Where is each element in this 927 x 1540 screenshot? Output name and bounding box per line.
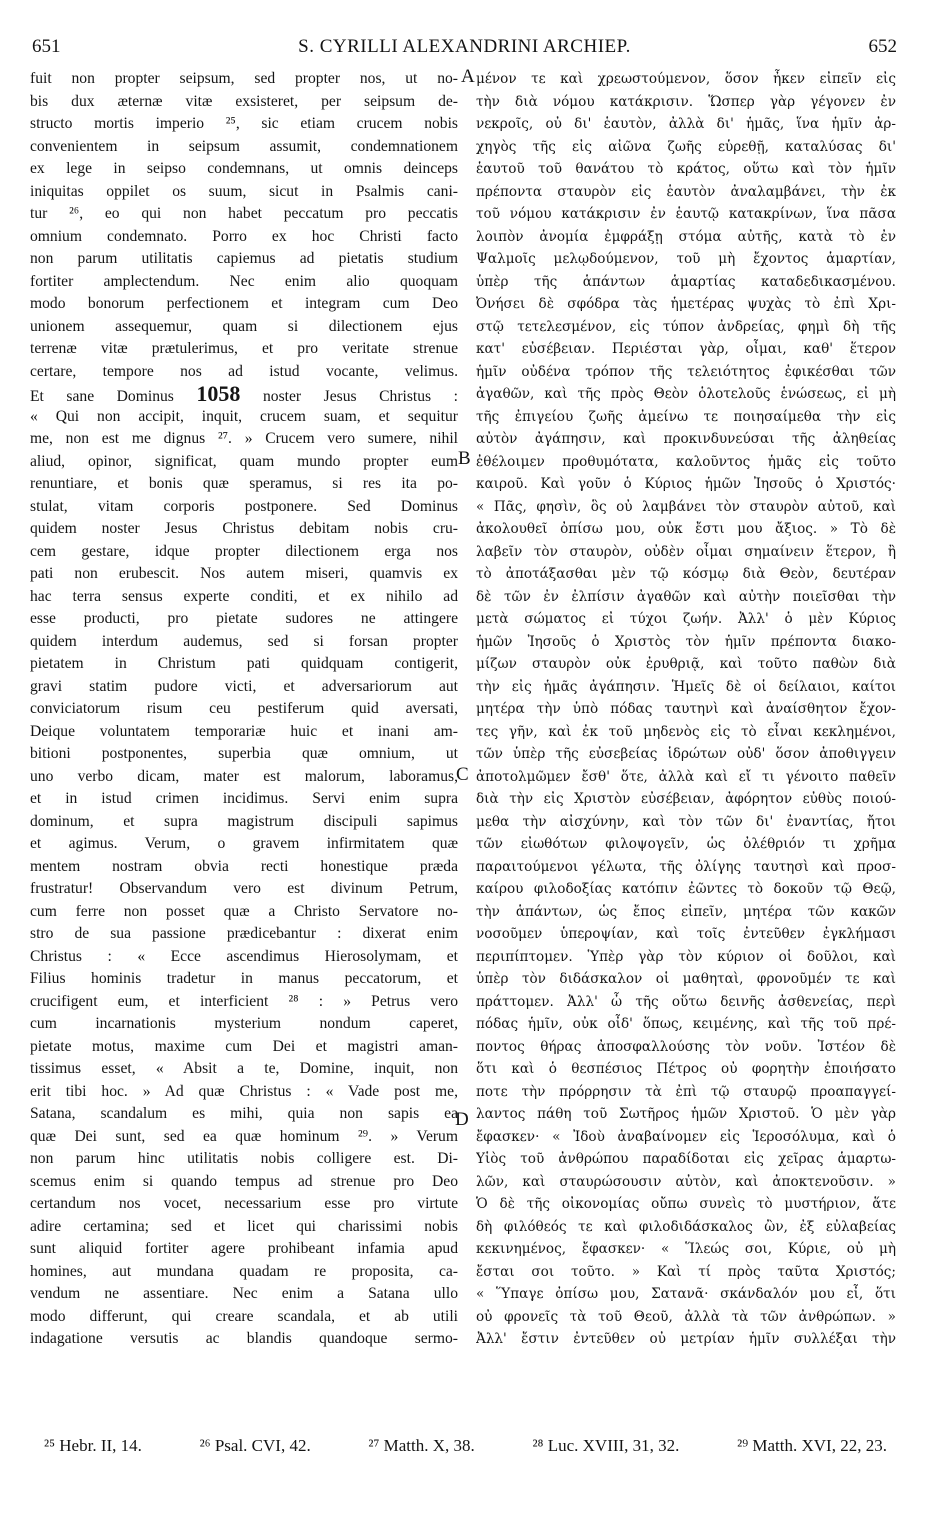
greek-column: [476, 68, 896, 1351]
greek-line: τὸ ἀποτάξασθαι μὲν τῷ κόσμῳ διὰ Θεὸν, δευτέραν: [476, 566, 896, 582]
latin-line: cum ferre non posset quæ a Christo Servatore no-: [30, 902, 458, 920]
greek-line: αὐτὸν ἀγάπησιν, καὶ προκινδυνεύσαι τῆς ἀληθείας: [476, 431, 896, 447]
latin-line: pietatem in Christum pati quidquam contigerit,: [30, 655, 458, 672]
latin-line: et in istud crimen incidimus. Servi enim supra: [30, 790, 458, 807]
latin-line: vendum ne assentiare. Nec enim a Satana ullo: [30, 1285, 458, 1302]
greek-line: ἔφασκεν· « Ἰδοὺ ἀναβαίνομεν εἰς Ἱεροσόλυμα, καὶ ὁ: [476, 1128, 896, 1145]
latin-line: adire certamina; sed et licet qui charissimi nobis: [30, 1217, 458, 1235]
greek-line: τῶν εἰωθότων φιλοψογεῖν, ὡς ὀλέθριόν τι χρῆμα: [476, 836, 896, 852]
latin-line: unionem assequemur, quam si dilectionem ejus: [30, 317, 458, 335]
footnote: ²⁵ Hebr. II, 14.: [44, 1436, 142, 1455]
greek-line: Ὀνήσει δὲ σφόδρα τὰς ἡμετέρας ψυχὰς τὸ ἐπὶ Χρι-: [476, 296, 896, 312]
footnote: ²⁹ Matth. XVI, 22, 23.: [737, 1436, 887, 1455]
latin-line: bitioni postponentes, superbia quæ omnium, ut: [30, 745, 458, 762]
greek-line: πράττομεν. Ἀλλ' ὦ τῆς οὕτω δεινῆς ἀσθενείας, περὶ: [476, 993, 896, 1010]
greek-line: ἔσται σοι τοῦτο. » Καὶ τί πρὸς ταῦτα Χριστός;: [476, 1263, 896, 1280]
latin-line: indagatione versutis ac blandis quandoque sermo-: [30, 1330, 458, 1347]
section-marker-c: C: [456, 764, 469, 785]
greek-line: λοιπὸν ἀνομία ἐμφράξῃ στόμα αὐτῆς, κατὰ τὸ ἐν: [476, 228, 896, 245]
latin-line: aliud, opinor, significat, quam mundo propter eum: [30, 452, 458, 470]
latin-line: sunt aliquid fortiter agere prohibeant infamia apud: [30, 1240, 458, 1257]
latin-line: quæ Dei sunt, sed ea quæ hominum ²⁹. » Verum: [30, 1127, 458, 1145]
latin-line: pietate motus, maxime cum Dei et magistri aman-: [30, 1037, 458, 1055]
latin-line: quidem noster Jesus Christus debitam nobis cru-: [30, 520, 458, 537]
greek-line: τὴν εἰς ἡμᾶς ἀγάπησιν. Ἡμεῖς δὲ οἱ δείλαιοι, καίτοι: [476, 678, 896, 695]
greek-line: κατ' εὐσέβειαν. Περιέσται γὰρ, οἶμαι, καθ' ἕτερον: [476, 341, 896, 357]
greek-line: ὑπὲρ τὸν διδάσκαλον οἱ μαθηταὶ, φρονοῦμέν τε καὶ: [476, 971, 896, 987]
latin-line: cum incarnationis mysterium nondum caperet,: [30, 1015, 458, 1032]
latin-line: fuit non propter seipsum, sed propter nos, ut no-: [30, 70, 458, 87]
greek-line: ἀποτολμῶμεν ἔσθ' ὅτε, ἀλλὰ καὶ εἴ τι γένοιτο παθεῖν: [476, 768, 896, 785]
running-header: [30, 36, 899, 66]
latin-line: esse producti, pro pietate sudores ne attingere: [30, 610, 458, 627]
greek-line: μετὰ σώματος εἰ τύχοι ζωήν. Ἀλλ' ὁ μὲν Κύριος: [476, 611, 896, 627]
greek-line: νοσοῦμεν ὑπεροψίαν, καὶ τοῖς ἐντεῦθεν ἐγκλήμασι: [476, 926, 896, 942]
latin-line: scemus enim si quando tempus ad strenue pro Deo: [30, 1172, 458, 1190]
latin-line: stro de sua passione prædicebantur : dixerat enim: [30, 925, 458, 942]
latin-line: terrenæ vitæ prætulerimus, et pro veritate strenue: [30, 340, 458, 357]
greek-line: τῆς ἐπιγείου ζωῆς ἀμείνω τε ποιησαίμεθα τὴν εἰς: [476, 408, 896, 425]
column-number: 1058: [196, 383, 241, 406]
footnote: ²⁷ Matth. X, 38.: [368, 1436, 475, 1455]
latin-line: homines, aut mundana quadam re proposita, ca-: [30, 1262, 458, 1280]
latin-line: conviciatorum risum ceu pestiferum quid aversati,: [30, 700, 458, 717]
greek-line: τὴν διὰ νόμου κατάκρισιν. Ὥσπερ γὰρ γέγονεν ἐν: [476, 93, 896, 110]
greek-line: μητέρα τὴν ὑπὸ πόδας ταυτηνὶ καὶ ἀναίσθητον ἔχον-: [476, 701, 896, 717]
section-marker-a: A: [461, 66, 475, 87]
latin-line: Satana, scandalum es mihi, quia non sapis ea: [30, 1105, 458, 1122]
latin-line: modo bonorum perfectionem et integram cum Deo: [30, 295, 458, 312]
latin-line: gravi statim pudore victi, et adversariorum aut: [30, 677, 458, 695]
greek-line: μεθα τὴν αἰσχύνην, καὶ τὸν τῶν δι' ἐναντίας, ἤτοι: [476, 813, 896, 830]
greek-line: ὅτι καὶ ὁ θεσπέσιος Πέτρος οὐ φορητὴν ἐποιήσατο: [476, 1061, 896, 1077]
latin-line: fortiter amplectendum. Nec enim alio quoquam: [30, 272, 458, 290]
latin-line: bis dux æternæ vitæ exsisteret, per seipsum de-: [30, 92, 458, 110]
latin-line: convenientem in seipsum assumit, condemnationem: [30, 137, 458, 155]
latin-line: dominum, et supra magistrum discipuli sapimus: [30, 812, 458, 830]
latin-line: certare, tempore nos ad istud vocante, velimus.: [30, 362, 458, 380]
greek-line: ὑπὲρ τῆς ἁπάντων ἁμαρτίας καταδεδικασμένου.: [476, 273, 896, 290]
greek-line: περιπίπτομεν. Ὑπὲρ γὰρ τὸν κύριον οἱ δοῦλοι, καὶ: [476, 948, 896, 965]
footnotes: [44, 1436, 887, 1462]
greek-line: τῶν ὑπὲρ τῆς εὐσεβείας ἱδρώτων οὐδ' ὅσον ἀποθιγγειν: [476, 746, 896, 762]
latin-line: et agimus. Verum, o gravem infirmitatem quæ: [30, 835, 458, 852]
latin-line: non parum hinc utilitatis nobis colligere est. Di-: [30, 1150, 458, 1167]
greek-line: στῷ τετελεσμένον, εἰς τύπον ἀνδρείας, φημὶ δὴ τῆς: [476, 318, 896, 335]
greek-line: ἀκολουθεῖ ὀπίσω μου, οὐκ ἔστι μου ἄξιος. » Τὸ δὲ: [476, 521, 896, 537]
page-number-left: 651: [32, 36, 61, 57]
greek-line: πρέποντα σταυρὸν εἰς ἑαυτὸν ἀναλαμβάνει, τὴν ἐκ: [476, 183, 896, 200]
greek-line: διὰ τὴν εἰς Χριστὸν εὐσέβειαν, ἀφόρητον εὐθὺς ποιού-: [476, 791, 896, 807]
greek-line: « Ὕπαγε ὀπίσω μου, Σατανᾶ· σκάνδαλόν μου εἶ, ὅτι: [476, 1286, 896, 1302]
greek-line: Ἀλλ' ἔστιν ἐντεῦθεν οὐ μετρίαν ἡμῖν συλλέξαι τὴν: [476, 1331, 896, 1347]
latin-line: « Qui non accipit, inquit, crucem suam, et sequitur: [30, 407, 458, 425]
greek-line: ποτε τὴν πρόρρησιν τὰ ἐπὶ τῷ σταυρῷ προαπαγγεί-: [476, 1083, 896, 1100]
section-marker-b: B: [458, 448, 471, 469]
latin-line: erit tibi hoc. » Ad quæ Christus : « Vade post me,: [30, 1082, 458, 1100]
greek-line: παραιτούμενοι γέλωτα, τῆς ὀλίγης ταυτησὶ καὶ προσ-: [476, 858, 896, 875]
latin-line: mentem nostram obvia recti honestique præda: [30, 857, 458, 875]
greek-line: χηγὸς τῆς εἰς αἰῶνα ζωῆς εὑρεθῇ, καταλύσας δι': [476, 138, 896, 155]
latin-line: pati non erubescit. Nos autem miseri, quamvis ex: [30, 565, 458, 582]
greek-line: Ψαλμοῖς μελῳδούμενον, τοῦ μὴ ἔχοντος ἁμαρτίαν,: [476, 251, 896, 267]
latin-line: crucifigent eum, et interficient ²⁸ : » Petrus vero: [30, 992, 458, 1010]
greek-line: τες γῆν, καὶ ἐκ τοῦ μηδενὸς εἰς τὸ εἶναι κεκλημένοι,: [476, 723, 896, 740]
greek-line: νεκροῖς, οὐ δι' ἑαυτὸν, ἀλλὰ δι' ἡμᾶς, ἵνα ἡμῖν ἀρ-: [476, 116, 896, 132]
latin-line: Christus : « Ecce ascendimus Hierosolymam, et: [30, 947, 458, 965]
greek-line: ποντος θήρας ἀποσφαλλούσης τὸν νοῦν. Ἰστέον δὲ: [476, 1038, 896, 1055]
greek-line: Ὁ δὲ τῆς οἰκονομίας οὔπω συνεὶς τὸ μυστήριον, ἅτε: [476, 1196, 896, 1212]
section-marker-d: D: [455, 1109, 469, 1130]
latin-line: modo differunt, qui creare scandala, et ab utili: [30, 1307, 458, 1325]
greek-line: κεκινημένος, ἔφασκεν· « Ἵλεώς σοι, Κύριε, οὐ μὴ: [476, 1241, 896, 1257]
greek-line: λαντος πάθη τοῦ Σωτῆρος ἡμῶν Χριστοῦ. Ὁ μὲν γὰρ: [476, 1106, 896, 1122]
greek-line: ἀγαθῶν, καὶ τῆς πρὸς Θεὸν ὁλοτελοῦς ἑνώσεως, εἰ μὴ: [476, 386, 896, 402]
greek-line: λαβεῖν τὸν σταυρὸν, οὐδὲν οἶμαι σημαίνειν ἕτερον, ἢ: [476, 543, 896, 560]
page-number-right: 652: [868, 36, 897, 57]
greek-line: δὴ φιλόθεός τε καὶ φιλοδιδάσκαλος ὢν, ἐξ εὐλαβείας: [476, 1218, 896, 1235]
latin-line: uno verbo dicam, mater est malorum, laboramus,: [30, 767, 458, 785]
latin-line-text: Et sane Dominus: [30, 388, 174, 405]
latin-line: renuntiare, et bonis quæ speramus, si res ita po-: [30, 475, 458, 492]
latin-line: me, non est me dignus ²⁷. » Crucem vero sumere, nihil: [30, 430, 458, 447]
latin-line: certandum nos vocet, necessarium esse pro virtute: [30, 1195, 458, 1212]
greek-line: οὐ φρονεῖς τὰ τοῦ Θεοῦ, ἀλλὰ τὰ τῶν ἀνθρώπων. »: [476, 1308, 896, 1325]
greek-line: « Πᾶς, φησὶν, ὃς οὐ λαμβάνει τὸν σταυρὸν αὐτοῦ, καὶ: [476, 498, 896, 515]
latin-line: omnium condemnato. Porro ex hoc Christi facto: [30, 227, 458, 245]
latin-line: quidem interdum audemus, sed si forsan propter: [30, 632, 458, 650]
greek-line: ἑαυτοῦ τοῦ θανάτου τὸ κράτος, οὕτω καὶ τὸν ἡμῖν: [476, 161, 896, 177]
greek-line: μένον τε καὶ χρεωστούμενον, ὅσον ἦκεν εἰπεῖν εἰς: [476, 71, 896, 87]
latin-column: [30, 68, 458, 1351]
greek-line: τὴν ἁπάντων, ὡς ἔπος εἰπεῖν, μητέρα τῶν κακῶν: [476, 903, 896, 920]
latin-line: stulat, vitam corporis postponere. Sed Dominus: [30, 497, 458, 515]
greek-line: μίζων σταυρὸν οὐκ ἐρυθριᾷ, καὶ τοῦτο παθὼν διὰ: [476, 656, 896, 672]
greek-line: τοῦ νόμου κατάκρισιν ἐν ἑαυτῷ κατακρίνων, ἵνα πᾶσα: [476, 206, 896, 222]
latin-line: [30, 383, 458, 406]
greek-line: ἐθέλοιμεν προθυμότατα, καλοῦντος ἡμᾶς εἰς τοῦτο: [476, 453, 896, 470]
greek-line: πόδας ἡμῖν, οὐκ οἶδ' ὅπως, κειμένης, καὶ τῆς τοῦ πρέ-: [476, 1016, 896, 1032]
footnote: ²⁶ Psal. CVI, 42.: [199, 1436, 311, 1455]
running-title: S. CYRILLI ALEXANDRINI ARCHIEP.: [298, 36, 631, 57]
latin-line: iniquitas oppilet os suum, sicut in Psalmis cani-: [30, 182, 458, 200]
latin-line: structo mortis imperio ²⁵, sic etiam crucem nobis: [30, 115, 458, 132]
greek-line: καίρου φιλοδοξίας κατόπιν ἐῶντες τὸ δοκοῦν τῷ Θεῷ,: [476, 881, 896, 897]
latin-line: frustratur! Observandum vero est divinum Petrum,: [30, 880, 458, 897]
latin-line: Filius hominis tradetur in manus peccatorum, et: [30, 970, 458, 987]
latin-line: tur ²⁶, eo qui non habet peccatum pro peccatis: [30, 205, 458, 222]
latin-line: ex lege in seipso condemnans, ut omnis deinceps: [30, 160, 458, 177]
greek-line: δὲ τῶν ἐν ἐλπίσιν ἀγαθῶν καὶ αὐτὴν ποιεῖσθαι τὴν: [476, 588, 896, 605]
greek-line: λῶν, καὶ σταυρώσουσιν αὐτὸν, καὶ ἀποκτενοῦσιν. »: [476, 1173, 896, 1190]
latin-line: tissimus esset, « Absit a te, Domine, inquit, non: [30, 1060, 458, 1077]
greek-line: ἡμῖν οὐδένα τρόπον τῆς τελειότητος ἐφικέσθαι τῶν: [476, 363, 896, 380]
latin-line: cem gestare, idque propter dilectionem erga nos: [30, 542, 458, 560]
greek-line: Υἱὸς τοῦ ἀνθρώπου παραδίδοται εἰς χεῖρας ἁμαρτω-: [476, 1151, 896, 1167]
greek-line: ἡμῶν Ἰησοῦς ὁ Χριστὸς τὸν ἡμῖν πρέποντα διακο-: [476, 633, 896, 650]
greek-line: καιροῦ. Καὶ γοῦν ὁ Κύριος ἡμῶν Ἰησοῦς ὁ Χριστός·: [476, 476, 896, 492]
latin-line: hac terra sensus experte conditi, et ex nihilo ad: [30, 587, 458, 605]
latin-line: Deique voluntatem temporariæ huic et inani am-: [30, 722, 458, 740]
footnote: ²⁸ Luc. XVIII, 31, 32.: [532, 1436, 680, 1455]
latin-line: non parum utilitatis capiemus ad pietatis studium: [30, 250, 458, 267]
latin-line-text: noster Jesus Christus :: [262, 388, 458, 405]
